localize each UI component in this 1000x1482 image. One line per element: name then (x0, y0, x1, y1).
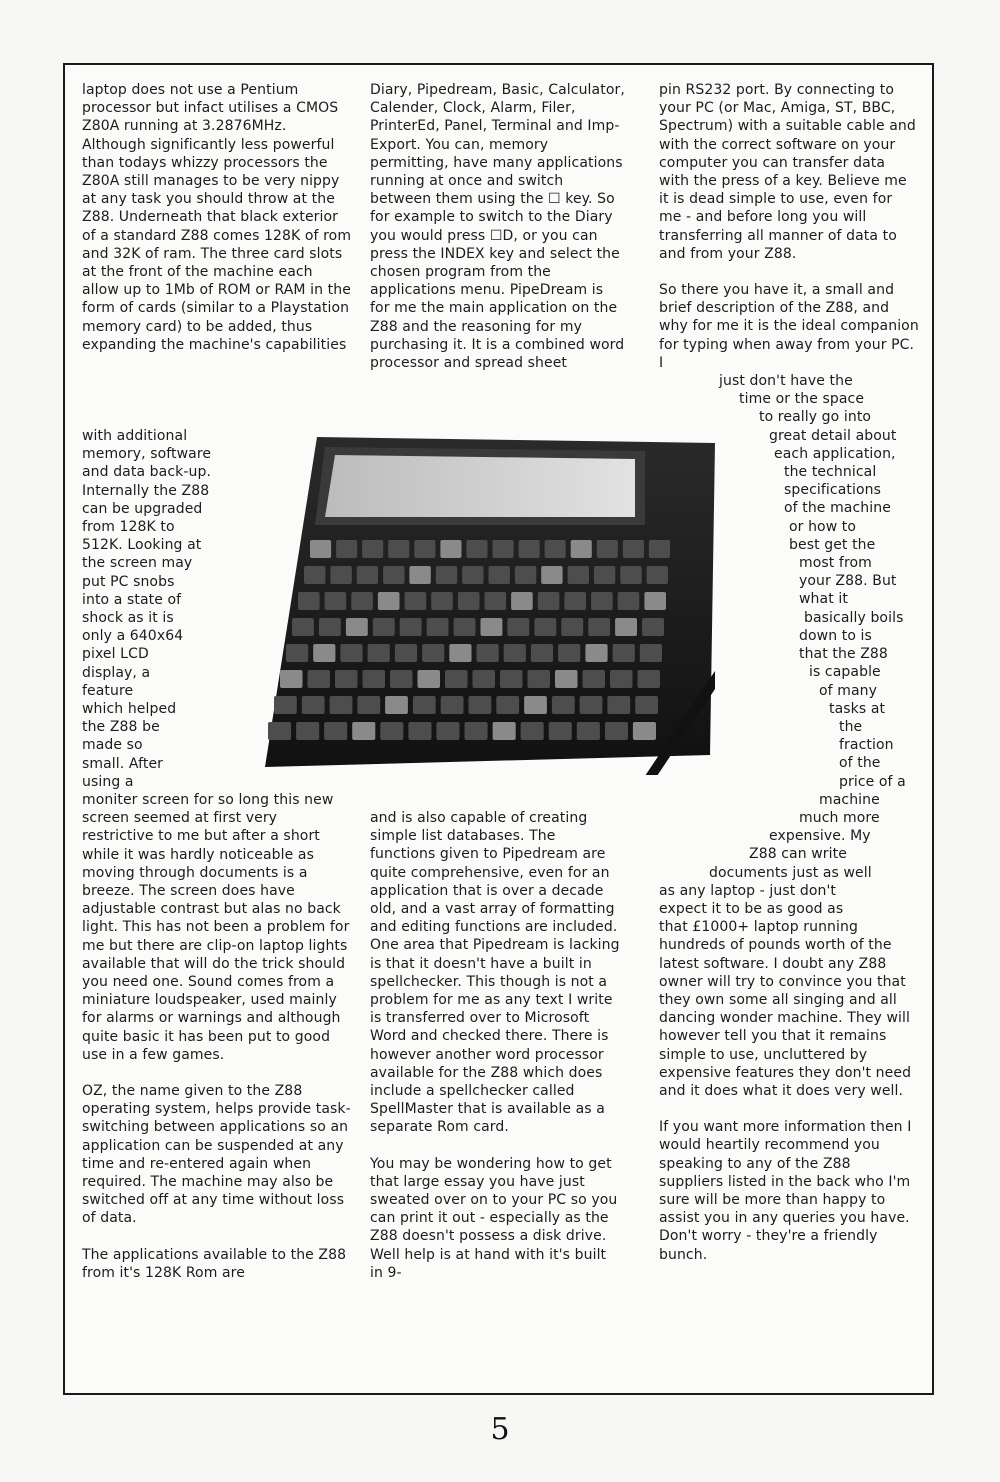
key (618, 592, 640, 610)
key (465, 722, 488, 740)
text-line: tasks at (829, 700, 886, 717)
key (500, 670, 523, 688)
key (313, 644, 335, 662)
key (405, 592, 427, 610)
text-line: or how to (789, 518, 857, 535)
key (440, 540, 461, 558)
key (485, 592, 507, 610)
text-line: into a state of (82, 591, 182, 608)
key (383, 566, 404, 584)
key (541, 566, 562, 584)
text-line: the (839, 718, 863, 735)
text-line: feature (82, 682, 134, 699)
text-line: best get the (789, 536, 876, 553)
key (462, 566, 483, 584)
key (552, 696, 575, 714)
paragraph: If you want more information then I would heartily recommend you speaking to any of the Z88 suppliers listed in the back who I'm sure will be more than happy to assist you in any queries you have. Don't worry - they're a friendly bunch. (659, 1119, 912, 1263)
key (427, 618, 449, 636)
key (528, 670, 551, 688)
key (298, 592, 320, 610)
text-line: the Z88 be (82, 719, 160, 736)
key (607, 696, 630, 714)
key (545, 540, 566, 558)
key (555, 670, 578, 688)
key (400, 618, 422, 636)
text-line: pixel LCD (82, 646, 149, 663)
key (561, 618, 583, 636)
key (380, 722, 403, 740)
key (385, 696, 408, 714)
text-line: expensive. My (769, 828, 871, 845)
key (352, 722, 375, 740)
key (613, 644, 635, 662)
key (521, 722, 544, 740)
text-line: Z88 can write (749, 846, 847, 863)
key (304, 566, 325, 584)
key (445, 670, 468, 688)
key (308, 670, 331, 688)
key (346, 618, 368, 636)
key (633, 722, 656, 740)
key (302, 696, 325, 714)
key (580, 696, 603, 714)
key (431, 592, 453, 610)
key (268, 722, 291, 740)
lcd-display (325, 455, 635, 517)
text-line: down to is (799, 627, 872, 644)
key (454, 618, 476, 636)
paragraph: pin RS232 port. By connecting to your PC (or Mac, Amiga, ST, BBC, Spectrum) with a suitable cable and with the correct software on your computer you can transfer data with the press of a key. Believe me it is dead simple to use, even for me - and before long you will transferring all manner of data to and from your Z88. (659, 82, 916, 262)
key (335, 670, 358, 688)
key (362, 540, 383, 558)
key (477, 644, 499, 662)
key (620, 566, 641, 584)
text-line: of the (839, 755, 881, 772)
key (538, 592, 560, 610)
key (422, 644, 444, 662)
key (441, 696, 464, 714)
key (436, 566, 457, 584)
text-line: documents just as well (709, 864, 872, 881)
key (605, 722, 628, 740)
key (395, 644, 417, 662)
column-2-bottom (370, 809, 620, 1282)
paragraph: OZ, the name given to the Z88 operating system, helps provide task-switching between applications so an application can be suspended at any time and re-entered again when required. The machine may also be switched off at any time without loss of data. (82, 1083, 351, 1227)
key (357, 566, 378, 584)
paragraph: You may be wondering how to get that large essay you have just sweated over on to your PC so you can print it out - especially as the Z88 doesn't possess a disk drive. Well help is at hand with it's built in 9- (370, 1155, 618, 1281)
key (436, 722, 459, 740)
text-line: the technical (784, 464, 877, 481)
key (336, 540, 357, 558)
text-line: fraction (839, 737, 894, 754)
key (504, 644, 526, 662)
text-line: of the machine (784, 500, 891, 517)
text-line: just don't have the (719, 373, 853, 390)
column-2-top (370, 81, 625, 372)
paragraph: that £1000+ laptop running hundreds of pounds worth of the latest software. I doubt any Z88 owner will try to convince you that they own some all singing and all dancing wonder machine. They will however tell you that it remains simple to use, uncluttered by expensive features they don't need and it does what it does very well. (659, 919, 912, 1099)
text-line: put PC snobs (82, 573, 175, 590)
paragraph: The applications available to the Z88 from it's 128K Rom are (82, 1246, 347, 1281)
text-line: of many (819, 682, 878, 699)
text-line: only a 640x64 (82, 628, 184, 645)
key (413, 696, 436, 714)
paragraph: So there you have it, a small and brief description of the Z88, and why for me it is the ideal companion for typing when away from your PC. I (659, 282, 919, 371)
paragraph: laptop does not use a Pentium processor but infact utilises a CMOS Z80A running at 3.2876MHz. Although significantly less powerful than todays whizzy processors the Z80A still manages to be very nippy at any task you should throw at the Z88. Underneath that black exterior of a standard Z88 comes 128K of rom and 32K of ram. The three card slots at the front of the machine each allow up to 1Mb of ROM or RAM in the form of cards (similar to a Playstation memory card) to be added, thus expanding the machine's capabilities (82, 82, 352, 353)
text-line: memory, software (82, 446, 212, 463)
key (558, 644, 580, 662)
z88-laptop-photo (205, 425, 715, 775)
key (564, 592, 586, 610)
key (390, 670, 413, 688)
text-line: shock as it is (82, 610, 174, 627)
key (597, 540, 618, 558)
key (493, 540, 514, 558)
key (481, 618, 503, 636)
text-line: and data back-up. (82, 464, 212, 481)
key (585, 644, 607, 662)
text-line: can be upgraded (82, 500, 203, 517)
text-line: Internally the Z88 (82, 482, 210, 499)
paragraph: Diary, Pipedream, Basic, Calculator, Calender, Clock, Alarm, Filer, PrinterEd, Panel, Terminal and Imp-Export. You can, memory permitting, have many applications running at once and switch between them using the ☐ key. So for example to switch to the Diary you would press ☐D, or you can press the INDEX key and select the chosen program from the applications menu. PipeDream is for me the main application on the Z88 and the reasoning for my purchasing it. It is a combined word processor and spread sheet (370, 82, 625, 372)
text-line: the screen may (82, 555, 193, 572)
text-line: with additional (82, 428, 188, 444)
key (649, 540, 670, 558)
key (373, 618, 395, 636)
key (615, 618, 637, 636)
key (357, 696, 380, 714)
key (458, 592, 480, 610)
text-line: display, a (82, 664, 151, 681)
key (388, 540, 409, 558)
key (324, 722, 347, 740)
key (496, 696, 519, 714)
key (340, 644, 362, 662)
column-1-wrap (82, 427, 222, 791)
key (274, 696, 297, 714)
key (330, 696, 353, 714)
key (466, 540, 487, 558)
text-line: that the Z88 (799, 646, 888, 663)
key (469, 696, 492, 714)
key (623, 540, 644, 558)
text-line: machine (819, 791, 880, 808)
key (489, 566, 510, 584)
text-line: much more (799, 809, 880, 826)
text-line: to really go into (759, 409, 872, 426)
key (638, 670, 661, 688)
key (644, 592, 666, 610)
page-frame (63, 63, 934, 1395)
key (642, 618, 664, 636)
key (310, 540, 331, 558)
key (594, 566, 615, 584)
text-line: basically boils (804, 609, 904, 626)
text-line: made so (82, 737, 143, 754)
key (647, 566, 668, 584)
text-line: what it (799, 591, 848, 608)
text-line: specifications (784, 482, 881, 499)
key (610, 670, 633, 688)
key (409, 566, 430, 584)
key (571, 540, 592, 558)
key (330, 566, 351, 584)
key (531, 644, 553, 662)
key (368, 644, 390, 662)
key (635, 696, 658, 714)
key (640, 644, 662, 662)
key (524, 696, 547, 714)
key (296, 722, 319, 740)
text-line: from 128K to (82, 519, 175, 536)
text-line: your Z88. But (799, 573, 897, 590)
column-1-top (82, 81, 352, 354)
text-line: most from (799, 555, 872, 572)
text-line: expect it to be as good as (659, 900, 844, 917)
text-line: using a (82, 773, 134, 790)
key (418, 670, 441, 688)
key (351, 592, 373, 610)
key (286, 644, 308, 662)
key (568, 566, 589, 584)
key (577, 722, 600, 740)
key (473, 670, 496, 688)
text-line: which helped (82, 701, 177, 718)
text-line: 512K. Looking at (82, 537, 202, 554)
key (292, 618, 314, 636)
key (408, 722, 431, 740)
key (591, 592, 613, 610)
key (280, 670, 303, 688)
key (511, 592, 533, 610)
key (493, 722, 516, 740)
text-line: as any laptop - just don't (659, 882, 837, 899)
key (414, 540, 435, 558)
key (325, 592, 347, 610)
page-number: 5 (490, 1412, 510, 1447)
text-line: is capable (809, 664, 881, 681)
paragraph: moniter screen for so long this new screen seemed at first very restrictive to me but after a short while it was hardly noticeable as moving through documents is a breeze. The screen does have adjustable contrast but alas no back light. This has not been a problem for me but there are clip-on laptop lights available that will do the trick should you need one. Sound comes from a miniature loudspeaker, used mainly for alarms or warnings and although quite basic it has been put to good use in a few games. (82, 792, 350, 1063)
key (519, 540, 540, 558)
key (588, 618, 610, 636)
text-line: small. After (82, 755, 164, 772)
key (378, 592, 400, 610)
key (507, 618, 529, 636)
key (515, 566, 536, 584)
text-line: time or the space (739, 391, 865, 408)
key (549, 722, 572, 740)
key (583, 670, 606, 688)
key (319, 618, 341, 636)
key (449, 644, 471, 662)
column-1-bottom (82, 791, 352, 1282)
paragraph: and is also capable of creating simple list databases. The functions given to Pipedream are quite comprehensive, even for an application that is over a decade old, and a vast array of formatting and editing functions are included. One area that Pipedream is lacking is that it doesn't have a built in spellchecker. This though is not a problem for me as any text I write is transferred over to Microsoft Word and checked there. There is however another word processor available for the Z88 which does include a spellchecker called SpellMaster that is available as a separate Rom card. (370, 810, 620, 1136)
key (534, 618, 556, 636)
text-line: great detail about (769, 427, 897, 444)
text-line: each application, (774, 445, 896, 462)
key (363, 670, 386, 688)
text-line: price of a (839, 773, 906, 790)
